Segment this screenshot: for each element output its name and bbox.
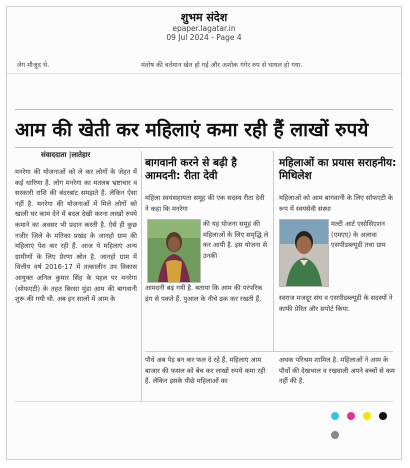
newspaper-page <box>6 6 402 460</box>
date-page: 09 Jul 2024 - Page 4 <box>166 33 242 42</box>
column-divider <box>141 151 142 401</box>
masthead <box>7 11 401 42</box>
column-1-text: मनरेगा की योजनाओं को ले कर लोगों के जेहन में कई धारिणा है. लोग मनरेगा का मतलब भ्रष्टाचार व सरकारी राशि की बंदरबांट समझते हैं. लेकिन ऐसा नहीं है. मनरेगा की योजनाओं में मिले लोगों को खाली घर काम देने में बदल देखी करना लाखों रुपये कमाने का अवसर भी प्रदान करती है. ऐसे ही कुछ नजीर जिले के मनिका प्रखंड के जानहो ग्राम की महिलाएं पेश कर रही हैं. आज ये महिलाएं अन्य ग्रामीणों के लिए प्रेरणा स्रोत है. जानहो ग्राम में वित्तीय वर्ष 2016-17 में तत्कालीन उप विकास आयुक्त अनिल कुमार सिंह के पहल पर मनरेगा (सोफएटी) के तहत बिरसा मुंडा आम की बागवानी शुरू की गयी थी. अब इन सालों में आम के <box>15 168 137 304</box>
registration-dot-magenta <box>347 412 355 420</box>
article-3-intro: महिलाओं को आम बागवानी के लिए सॉफएटी के रूप में स्वयंसेवी संस्था <box>279 194 393 213</box>
top-strip-right: मंतोष की वर्तमान खेत हो गई और अशोक गंगेर रुप से घायल हो गया. <box>141 61 303 69</box>
top-strip-left: लेग मौजूद थे. <box>17 61 50 69</box>
divider <box>15 147 393 148</box>
registration-dot-yellow <box>363 412 371 420</box>
subhead-rita-devi: बागवानी करने से बढ़ी है आमदनी: रीता देवी <box>145 157 237 182</box>
article-headline: आम की खेती कर महिलाएं कमा रही हैं लाखों रुपये <box>15 119 369 141</box>
photo-mithilesh <box>279 219 329 287</box>
article-column-4: पौधे अब पेड़ बन कर फल दे रहे हैं. महिलाएं आम बाजार की फसल को बेच कर लाखों रुपये कमा रही हैं. लेकिन इसके पीछे महिलाओं का <box>145 356 266 386</box>
color-registration-marks <box>331 405 401 415</box>
registration-dot-cyan <box>331 412 339 420</box>
top-strip <box>7 57 401 74</box>
article-3-after: स्वराज मजदूर संघ व एसपीडब्ल्यूडी के सदस्यों ने काफी प्रेरित और सपोर्ट किया. <box>279 294 393 313</box>
article-column-5: अथक परिश्रम शामिल है. महिलाओं ने आम के पौधों की देखभाल व रखवाली अपने बच्चों से कम नहीं की है. <box>279 356 395 386</box>
article-2-intro: महिला स्वयंसहायता समूह की एक सदस्य रीता देवी ने कहा कि मनरेगा <box>145 194 265 213</box>
divider <box>15 401 393 402</box>
registration-dot-black <box>379 412 387 420</box>
article-2-side: की यह योजना समूह की महिलाओं के लिए समृद्धि ले कर आयी है. इस योजना से उनकी <box>203 220 269 260</box>
site-url[interactable]: epaper.lagatar.in <box>172 24 236 33</box>
photo-rita-devi <box>147 219 201 283</box>
article-2-after: आमदनी बढ़ गयी है. बताया कि आम की परंपरिक ढंग से पकते हैं. पुआल के नीचे ढक कर रखती हैं. <box>145 284 263 303</box>
registration-dot-gray <box>331 431 339 439</box>
column-divider <box>273 151 274 351</box>
publication-name: शुभम संदेश <box>180 11 228 24</box>
article-3-side: मल्टी आर्ट एसोसिएशन (एमएए) के अलावा एसपीडब्ल्यूडी तथा ग्राम <box>331 220 386 250</box>
byline: संवाददाता |लातेहार <box>41 151 91 159</box>
divider <box>15 109 393 110</box>
article-column-1 <box>15 167 137 400</box>
subhead-mithilesh: महिलाओं का प्रयास सराहनीय: मिथिलेश <box>279 157 397 182</box>
divider <box>145 351 393 352</box>
